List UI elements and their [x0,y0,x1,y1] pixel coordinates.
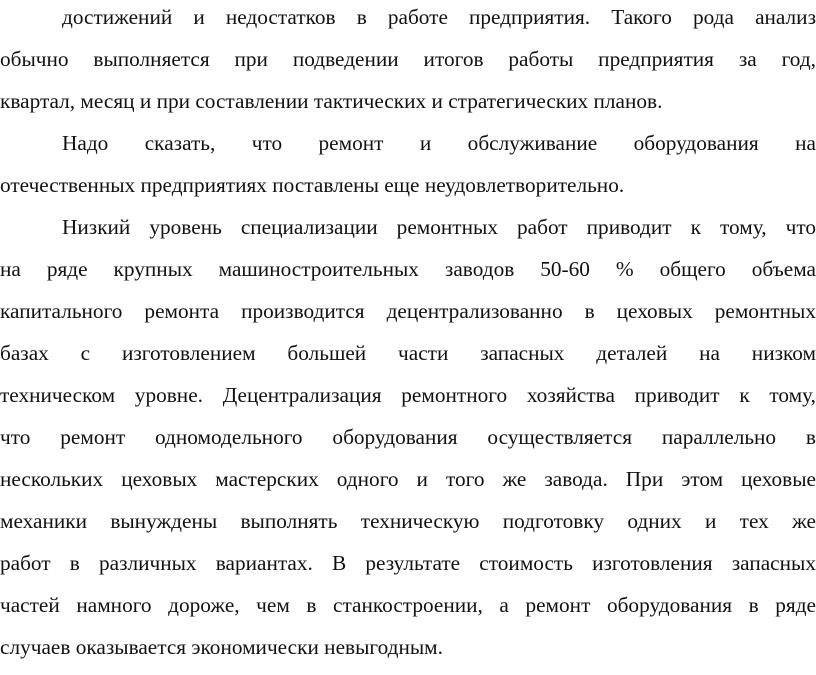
text-line: случаев оказывается экономически невыгодным. [0,635,443,659]
text-line: отечественных предприятиях поставлены еще неудовлетворительно. [0,173,625,197]
text-line: обычно выполняется при подведении итогов работы предприятия за год, [0,47,816,71]
text-line: Низкий уровень специализации ремонтных работ приводит к тому, что [62,215,816,239]
text-line: капитального ремонта производится децентрализованно в цеховых ремонтных [0,299,816,323]
text-line: техническом уровне. Децентрализация ремонтного хозяйства приводит к тому, [0,383,816,407]
text-line: квартал, месяц и при составлении тактических и стратегических планов. [0,89,663,113]
text-line: механики вынуждены выполнять техническую подготовку одних и тех же [0,509,816,533]
text-line: частей намного дороже, чем в станкостроении, а ремонт оборудования в ряде [0,593,816,617]
text-line: работ в различных вариантах. В результате стоимость изготовления запасных [0,551,816,575]
text-line: на ряде крупных машиностроительных заводов 50-60 % общего объема [0,257,816,281]
text-line: достижений и недостатков в работе предприятия. Такого рода анализ [62,5,816,29]
text-line: что ремонт одномодельного оборудования осуществляется параллельно в [0,425,816,449]
text-line: нескольких цеховых мастерских одного и того же завода. При этом цеховые [0,467,816,491]
text-line: Надо сказать, что ремонт и обслуживание оборудования на [62,131,816,155]
text-line: базах с изготовлением большей части запасных деталей на низком [0,341,816,365]
